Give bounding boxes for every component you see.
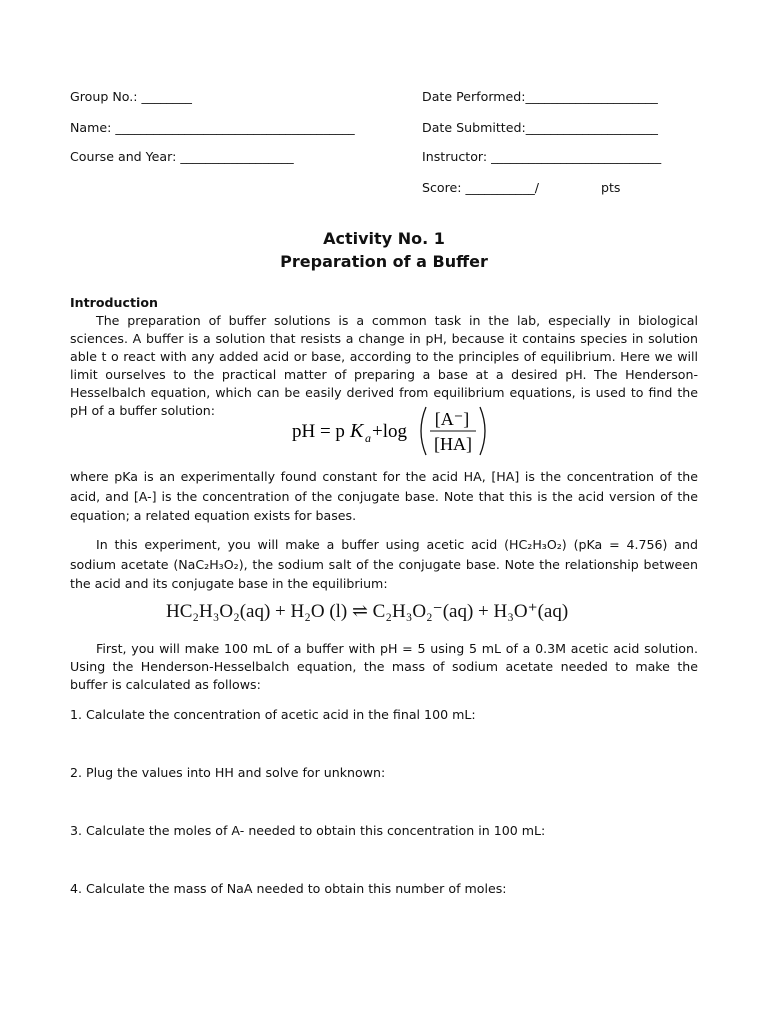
date-performed-field: Date Performed:_____________________ bbox=[422, 89, 658, 104]
hh-denominator: [HA] bbox=[434, 434, 472, 454]
activity-name-title: Preparation of a Buffer bbox=[280, 252, 488, 271]
hh-plus-log: +log bbox=[372, 421, 407, 442]
hh-k: K bbox=[350, 420, 364, 442]
hh-a-subscript: a bbox=[365, 431, 371, 445]
intro-paragraph-3 bbox=[70, 535, 698, 594]
intro-paragraph-4-text: First, you will make 100 mL of a buffer with pH = 5 using 5 mL of a 0.3M acetic acid solution. Using the Henderson-Hesselbalch equation, the mass of sodium acetate needed to make the buffer is calculated as follows: bbox=[70, 641, 698, 692]
step-4: 4. Calculate the mass of NaA needed to obtain this number of moles: bbox=[70, 881, 507, 896]
left-paren bbox=[421, 407, 426, 455]
activity-number-title: Activity No. 1 bbox=[323, 229, 445, 248]
introduction-heading: Introduction bbox=[70, 295, 158, 310]
intro-paragraph-2 bbox=[70, 467, 698, 526]
score-field: Score: ___________/ bbox=[422, 180, 540, 195]
date-submitted-field: Date Submitted:_____________________ bbox=[422, 120, 658, 135]
hh-equation-graphic bbox=[292, 403, 492, 459]
intro-paragraph-1-text: The preparation of buffer solutions is a common task in the lab, especially in biological sciences. A buffer is a solution that resists a change in pH, because it contains species in solution able t o react with any added acid or base, according to the principles of equilibrium. Here we will limit ourselves to the practical matter of preparing a base at a desired pH. The Henderson-Hesselbalch equation, which can be easily derived from equilibrium equations, is used to find the pH of a buffer solution: bbox=[70, 313, 698, 418]
intro-paragraph-4 bbox=[70, 640, 698, 694]
acetic-acid-equilibrium-equation: HC₂H₃O₂(aq) + H₂O (l) ⇌ C₂H₃O₂⁻(aq) + H₃O⁺(aq) bbox=[166, 601, 569, 622]
step-1: 1. Calculate the concentration of acetic acid in the final 100 mL: bbox=[70, 707, 476, 722]
name-field: Name: ______________________________________ bbox=[70, 120, 355, 135]
intro-paragraph-2-text: where pKa is an experimentally found constant for the acid HA, [HA] is the concentration of the acid, and [A-] is the concentration of the conjugate base. Note that this is the acid version of the equation; a related equation exists for bases. bbox=[70, 469, 698, 523]
course-year-field: Course and Year: __________________ bbox=[70, 149, 294, 164]
instructor-field: Instructor: ___________________________ bbox=[422, 149, 662, 164]
score-pts-label: pts bbox=[601, 180, 621, 195]
hh-numerator: [A⁻] bbox=[434, 409, 470, 429]
group-number-field: Group No.: ________ bbox=[70, 89, 192, 104]
step-3: 3. Calculate the moles of A- needed to obtain this concentration in 100 mL: bbox=[70, 823, 546, 838]
hh-lhs: pH = p bbox=[292, 421, 345, 442]
intro-paragraph-3-text: In this experiment, you will make a buffer using acetic acid (HC₂H₃O₂) (pKa = 4.756) and sodium acetate (NaC₂H₃O₂), the sodium salt of the conjugate base. Note the relationship between the acid and its conjugate base in the equilibrium: bbox=[70, 537, 698, 591]
right-paren bbox=[480, 407, 485, 455]
step-2: 2. Plug the values into HH and solve for unknown: bbox=[70, 765, 386, 780]
henderson-hasselbalch-equation bbox=[292, 403, 492, 459]
